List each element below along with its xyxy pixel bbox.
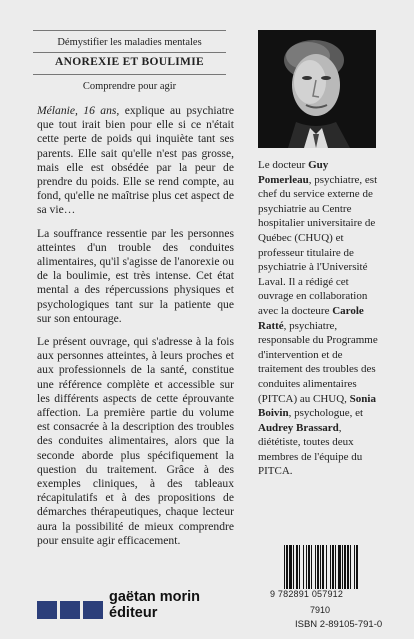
- blurb-paragraph-3: Le présent ouvrage, qui s'adresse à la fois aux personnes atteintes, à leurs proches et aux professionnels de la santé, constitue une référence complète et accessible sur les différents aspects de cette éprouvante affection. La première partie du volume est consacrée à la description des troubles des conduites alimentaires, alors que la seconde aborde plus spécifiquement la question du traitement. Grâce à des exemples cliniques, à des tableaux récapitulatifs et à des propositions de démarches thérapeutiques, chaque lecteur aura la possibilité de mieux comprendre pour ensuite agir efficacement.: [37, 335, 234, 547]
- barcode-bar: [342, 545, 343, 589]
- barcode-bar: [347, 545, 349, 589]
- logo-square: [60, 601, 80, 619]
- price-code: 7910: [310, 605, 331, 615]
- barcode-bar: [332, 545, 334, 589]
- barcode-bar: [303, 545, 304, 589]
- bio-text: Le docteur: [258, 159, 309, 171]
- author-name: Guy Pomerleau: [258, 159, 329, 186]
- barcode-bar: [286, 545, 288, 589]
- barcode-bar: [320, 545, 321, 589]
- barcode-bar: [308, 545, 310, 589]
- book-subtitle: Comprendre pour agir: [82, 81, 177, 92]
- coauthor-name: Carole Ratté: [258, 304, 364, 332]
- publisher-name: [109, 589, 200, 621]
- barcode-bar: [296, 545, 298, 589]
- publisher-name-line2: éditeur: [109, 605, 158, 621]
- barcode-bar: [338, 545, 341, 589]
- publisher-name-line1: gaëtan morin: [109, 589, 201, 605]
- barcode-bar: [356, 545, 358, 589]
- barcode-bar: [284, 545, 285, 589]
- barcode-digits: 9 782891 057912: [270, 589, 344, 599]
- coauthor-name: Audrey Brassard: [258, 421, 339, 434]
- barcode-bar: [354, 545, 355, 589]
- bio-text: , psychiatre, est chef du service externe de psychiatrie au Centre hospitalier universitaire de Québec (CHUQ) et professeur titulaire de psychiatrie à l'Université Laval. Il a rédigé cet ouvrage en collaboration avec la docteure: [258, 173, 378, 317]
- barcode-bar: [335, 545, 336, 589]
- bio-text: , psychologue, et: [288, 407, 364, 420]
- barcode-bar: [317, 545, 319, 589]
- barcode-bar: [350, 545, 351, 589]
- barcode-bar: [330, 545, 331, 589]
- barcode-bar: [315, 545, 316, 589]
- barcode-bar: [311, 545, 312, 589]
- isbn-barcode: [282, 545, 382, 589]
- logo-square: [37, 601, 57, 619]
- blurb-paragraph-2: La souffrance ressentie par les personnes atteintes d'un trouble des conduites alimentaires, qu'il s'agisse de l'anorexie ou de la boulimie, est très intense. Cet état mental a des répercussions physiques et psychologiques tant sur la patiente que sur son entourage.: [37, 226, 234, 325]
- blurb-lead-italic: Mélanie, 16 ans,: [37, 104, 120, 117]
- blurb: [37, 104, 234, 557]
- book-header: [33, 30, 226, 92]
- series-name: Démystifier les maladies mentales: [57, 37, 202, 48]
- coauthor-name: Sonia Boivin: [258, 392, 376, 420]
- author-bio: [258, 158, 380, 479]
- barcode-bar: [326, 545, 327, 589]
- barcode-bar: [299, 545, 300, 589]
- bio-text: , psychiatre, responsable du Programme d'intervention et de traitement des troubles des conduites alimentaires (PITCA) au CHUQ,: [258, 319, 378, 405]
- author-photo: [258, 30, 376, 148]
- barcode-bar: [344, 545, 346, 589]
- blurb-lead-text: explique au psychiatre que tout irait bien pour elle si ce n'était cette perte de poids qui inquiète tant ses parents. Elle sait qu'elle n'est pas grosse, mais elle est obsédée par la peur de prendre du poids. Elle se rend compte, au fond, qu'elle ne maîtrise plus cet aspect de sa vie…: [37, 104, 235, 217]
- barcode-bar: [289, 545, 292, 589]
- book-title: ANOREXIE ET BOULIMIE: [55, 56, 204, 68]
- isbn-number: ISBN 2-89105-791-0: [295, 619, 383, 630]
- barcode-bar: [293, 545, 294, 589]
- barcode-bar: [322, 545, 324, 589]
- barcode-bar: [306, 545, 307, 589]
- blurb-paragraph-1: [37, 104, 234, 218]
- logo-square: [83, 601, 103, 619]
- bio-text: , diététiste, toutes deux membres de l'équipe du PITCA.: [258, 421, 363, 478]
